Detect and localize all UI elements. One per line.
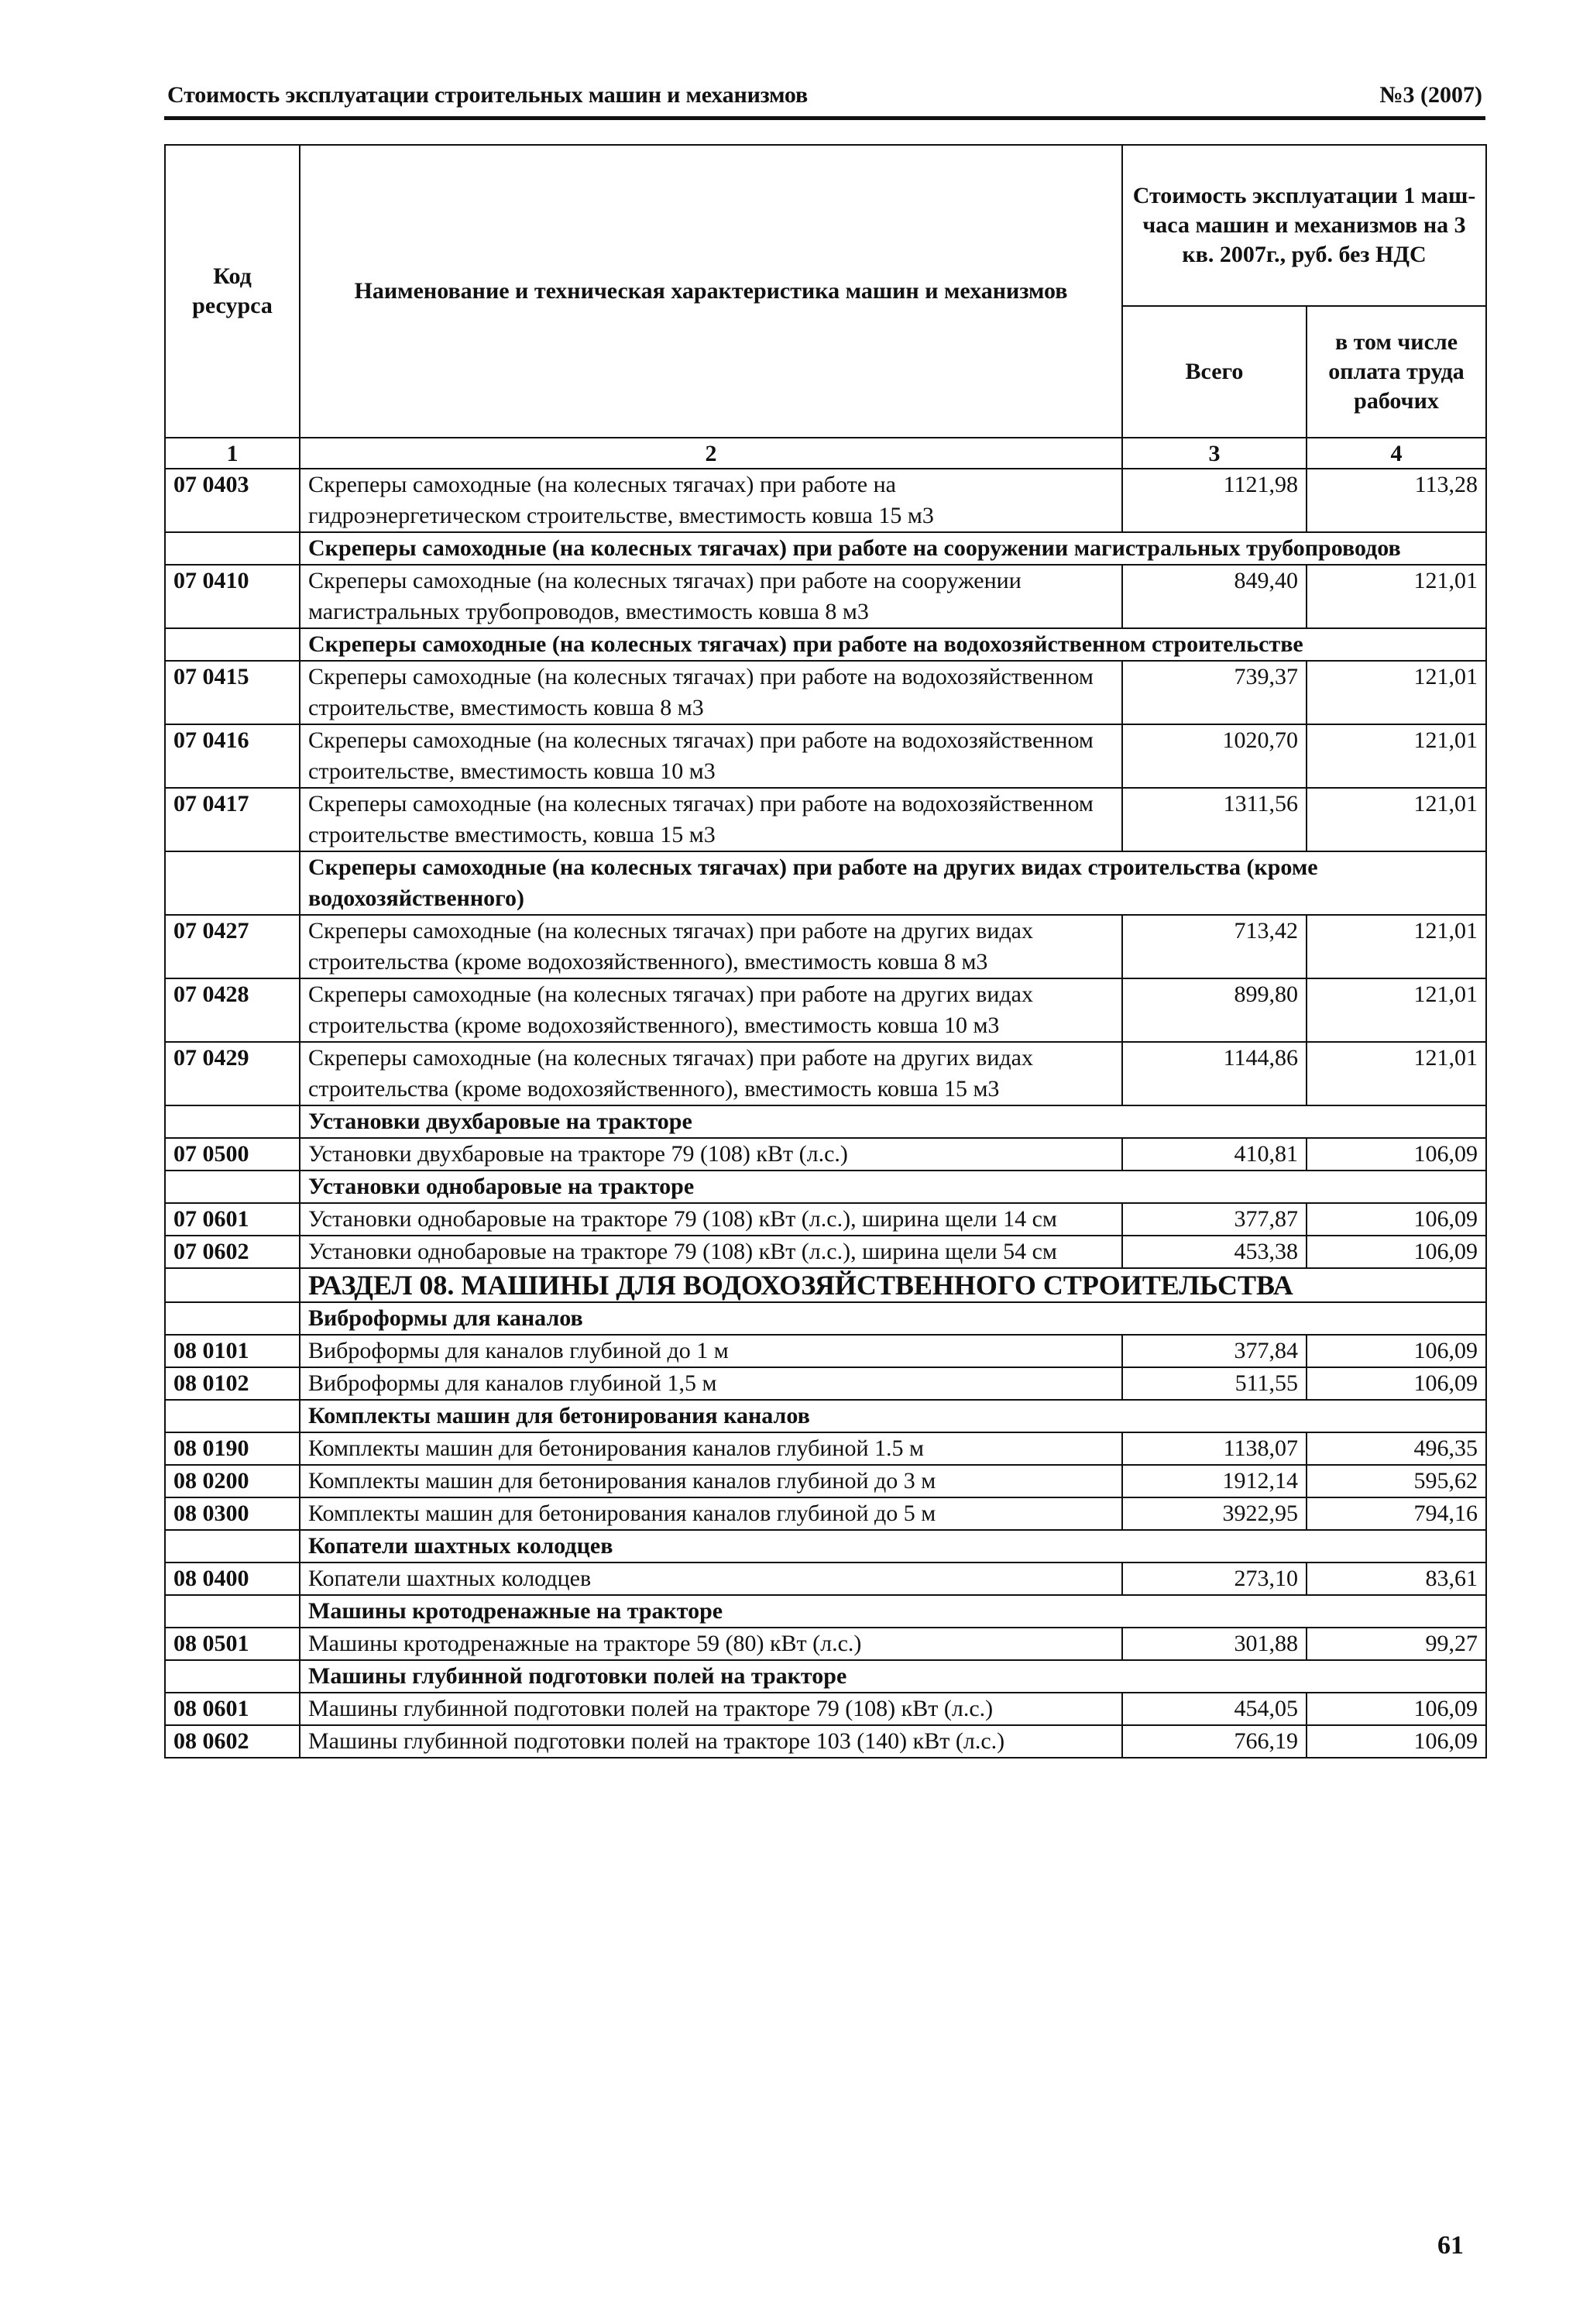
table-row <box>165 661 1486 724</box>
machine-name: Комплекты машин для бетонирования каналов глубиной до 3 м <box>300 1465 1122 1497</box>
cost-table <box>164 144 1487 1758</box>
resource-code: 07 0601 <box>165 1203 300 1236</box>
resource-code: 07 0429 <box>165 1042 300 1105</box>
resource-code: 08 0200 <box>165 1465 300 1497</box>
total-cost: 453,38 <box>1122 1236 1307 1268</box>
page-header-title: Стоимость эксплуатации строительных машин и механизмов <box>167 82 808 108</box>
total-cost: 377,84 <box>1122 1335 1307 1367</box>
worker-wage: 121,01 <box>1307 978 1486 1042</box>
group-row <box>165 628 1486 661</box>
table-row <box>165 565 1486 628</box>
issue-number: №3 (2007) <box>1379 82 1482 108</box>
empty-code-cell <box>165 1595 300 1628</box>
worker-wage: 121,01 <box>1307 565 1486 628</box>
total-cost: 1311,56 <box>1122 788 1307 851</box>
worker-wage: 106,09 <box>1307 1693 1486 1725</box>
group-title: Комплекты машин для бетонирования каналов <box>300 1400 1486 1432</box>
resource-code: 08 0601 <box>165 1693 300 1725</box>
total-cost: 511,55 <box>1122 1367 1307 1400</box>
group-title: Виброформы для каналов <box>300 1302 1486 1335</box>
total-cost: 301,88 <box>1122 1628 1307 1660</box>
machine-name: Скреперы самоходные (на колесных тягачах) при работе на водохозяйственном строительстве вместимость, ковша 15 м3 <box>300 788 1122 851</box>
resource-code: 07 0415 <box>165 661 300 724</box>
group-title: Скреперы самоходные (на колесных тягачах) при работе на водохозяйственном строительстве <box>300 628 1486 661</box>
resource-code: 08 0300 <box>165 1497 300 1530</box>
group-row <box>165 1660 1486 1693</box>
worker-wage: 106,09 <box>1307 1367 1486 1400</box>
empty-code-cell <box>165 1660 300 1693</box>
empty-code-cell <box>165 628 300 661</box>
header-worker-wages: в том числе оплата труда рабочих <box>1307 306 1486 438</box>
table-row <box>165 1693 1486 1725</box>
resource-code: 07 0416 <box>165 724 300 788</box>
machine-name: Установки двухбаровые на тракторе 79 (108) кВт (л.с.) <box>300 1138 1122 1171</box>
resource-code: 08 0102 <box>165 1367 300 1400</box>
empty-code-cell <box>165 1105 300 1138</box>
resource-code: 07 0500 <box>165 1138 300 1171</box>
resource-code: 08 0501 <box>165 1628 300 1660</box>
worker-wage: 121,01 <box>1307 724 1486 788</box>
empty-code-cell <box>165 1171 300 1203</box>
worker-wage: 496,35 <box>1307 1432 1486 1465</box>
page-number: 61 <box>1437 2231 1464 2260</box>
empty-code-cell <box>165 532 300 565</box>
resource-code: 07 0602 <box>165 1236 300 1268</box>
total-cost: 849,40 <box>1122 565 1307 628</box>
column-numbers-row <box>165 438 1486 469</box>
machine-name: Скреперы самоходные (на колесных тягачах) при работе на других видах строительства (кроме водохозяйственного), вместимость ковша 15 м3 <box>300 1042 1122 1105</box>
machine-name: Скреперы самоходные (на колесных тягачах) при работе на водохозяйственном строительстве, вместимость ковша 10 м3 <box>300 724 1122 788</box>
total-cost: 410,81 <box>1122 1138 1307 1171</box>
worker-wage: 106,09 <box>1307 1335 1486 1367</box>
group-row <box>165 532 1486 565</box>
table-body <box>165 469 1486 1758</box>
worker-wage: 106,09 <box>1307 1725 1486 1758</box>
table-row <box>165 1725 1486 1758</box>
worker-wage: 121,01 <box>1307 661 1486 724</box>
resource-code: 07 0403 <box>165 469 300 532</box>
machine-name: Виброформы для каналов глубиной 1,5 м <box>300 1367 1122 1400</box>
resource-code: 07 0410 <box>165 565 300 628</box>
table-row <box>165 1628 1486 1660</box>
empty-code-cell <box>165 1302 300 1335</box>
empty-code-cell <box>165 1400 300 1432</box>
table-row <box>165 1497 1486 1530</box>
worker-wage: 794,16 <box>1307 1497 1486 1530</box>
table-row <box>165 1236 1486 1268</box>
worker-wage: 121,01 <box>1307 788 1486 851</box>
machine-name: Скреперы самоходные (на колесных тягачах) при работе на других видах строительства (кроме водохозяйственного), вместимость ковша 10 м3 <box>300 978 1122 1042</box>
header-resource-code: Код ресурса <box>165 145 300 438</box>
worker-wage: 83,61 <box>1307 1563 1486 1595</box>
page-header <box>164 81 1485 120</box>
total-cost: 273,10 <box>1122 1563 1307 1595</box>
machine-name: Виброформы для каналов глубиной до 1 м <box>300 1335 1122 1367</box>
total-cost: 713,42 <box>1122 915 1307 978</box>
total-cost: 1912,14 <box>1122 1465 1307 1497</box>
table-row <box>165 915 1486 978</box>
resource-code: 08 0400 <box>165 1563 300 1595</box>
header-operating-cost: Стоимость эксплуатации 1 маш-часа машин и механизмов на 3 кв. 2007г., руб. без НДС <box>1122 145 1486 306</box>
total-cost: 377,87 <box>1122 1203 1307 1236</box>
group-row <box>165 1530 1486 1563</box>
machine-name: Скреперы самоходные (на колесных тягачах) при работе на других видах строительства (кроме водохозяйственного), вместимость ковша 8 м3 <box>300 915 1122 978</box>
table-row <box>165 978 1486 1042</box>
resource-code: 07 0428 <box>165 978 300 1042</box>
group-title: Установки двухбаровые на тракторе <box>300 1105 1486 1138</box>
resource-code: 08 0190 <box>165 1432 300 1465</box>
group-title: Установки однобаровые на тракторе <box>300 1171 1486 1203</box>
table-row <box>165 1042 1486 1105</box>
group-row <box>165 1171 1486 1203</box>
machine-name: Комплекты машин для бетонирования каналов глубиной 1.5 м <box>300 1432 1122 1465</box>
total-cost: 1121,98 <box>1122 469 1307 532</box>
total-cost: 1144,86 <box>1122 1042 1307 1105</box>
header-machine-name: Наименование и техническая характеристика машин и механизмов <box>300 145 1122 438</box>
column-number: 3 <box>1122 438 1307 469</box>
machine-name: Скреперы самоходные (на колесных тягачах) при работе на гидроэнергетическом строительстве, вместимость ковша 15 м3 <box>300 469 1122 532</box>
resource-code: 07 0427 <box>165 915 300 978</box>
group-title: Машины кротодренажные на тракторе <box>300 1595 1486 1628</box>
worker-wage: 113,28 <box>1307 469 1486 532</box>
column-number: 2 <box>300 438 1122 469</box>
table-row <box>165 1367 1486 1400</box>
machine-name: Машины глубинной подготовки полей на тракторе 103 (140) кВт (л.с.) <box>300 1725 1122 1758</box>
table-row <box>165 1138 1486 1171</box>
worker-wage: 106,09 <box>1307 1138 1486 1171</box>
table-row <box>165 724 1486 788</box>
group-title: Скреперы самоходные (на колесных тягачах) при работе на сооружении магистральных трубопроводов <box>300 532 1486 565</box>
header-total: Всего <box>1122 306 1307 438</box>
machine-name: Машины кротодренажные на тракторе 59 (80) кВт (л.с.) <box>300 1628 1122 1660</box>
column-number: 4 <box>1307 438 1486 469</box>
worker-wage: 121,01 <box>1307 915 1486 978</box>
table-row <box>165 469 1486 532</box>
table-row <box>165 788 1486 851</box>
total-cost: 766,19 <box>1122 1725 1307 1758</box>
group-title: Копатели шахтных колодцев <box>300 1530 1486 1563</box>
machine-name: Машины глубинной подготовки полей на тракторе 79 (108) кВт (л.с.) <box>300 1693 1122 1725</box>
section-row <box>165 1268 1486 1302</box>
total-cost: 3922,95 <box>1122 1497 1307 1530</box>
machine-name: Копатели шахтных колодцев <box>300 1563 1122 1595</box>
worker-wage: 106,09 <box>1307 1236 1486 1268</box>
worker-wage: 106,09 <box>1307 1203 1486 1236</box>
table-row <box>165 1335 1486 1367</box>
section-title: РАЗДЕЛ 08. МАШИНЫ ДЛЯ ВОДОХОЗЯЙСТВЕННОГО СТРОИТЕЛЬСТВА <box>300 1268 1486 1302</box>
table-row <box>165 1432 1486 1465</box>
total-cost: 1020,70 <box>1122 724 1307 788</box>
total-cost: 899,80 <box>1122 978 1307 1042</box>
worker-wage: 595,62 <box>1307 1465 1486 1497</box>
group-row <box>165 851 1486 915</box>
table-row <box>165 1465 1486 1497</box>
worker-wage: 99,27 <box>1307 1628 1486 1660</box>
resource-code: 08 0101 <box>165 1335 300 1367</box>
table-row <box>165 1203 1486 1236</box>
group-title: Машины глубинной подготовки полей на тракторе <box>300 1660 1486 1693</box>
total-cost: 739,37 <box>1122 661 1307 724</box>
machine-name: Скреперы самоходные (на колесных тягачах) при работе на сооружении магистральных трубопроводов, вместимость ковша 8 м3 <box>300 565 1122 628</box>
machine-name: Установки однобаровые на тракторе 79 (108) кВт (л.с.), ширина щели 14 см <box>300 1203 1122 1236</box>
machine-name: Комплекты машин для бетонирования каналов глубиной до 5 м <box>300 1497 1122 1530</box>
group-title: Скреперы самоходные (на колесных тягачах) при работе на других видах строительства (кроме водохозяйственного) <box>300 851 1486 915</box>
machine-name: Скреперы самоходные (на колесных тягачах) при работе на водохозяйственном строительстве, вместимость ковша 8 м3 <box>300 661 1122 724</box>
total-cost: 454,05 <box>1122 1693 1307 1725</box>
machine-name: Установки однобаровые на тракторе 79 (108) кВт (л.с.), ширина щели 54 см <box>300 1236 1122 1268</box>
total-cost: 1138,07 <box>1122 1432 1307 1465</box>
empty-code-cell <box>165 1268 300 1302</box>
empty-code-cell <box>165 1530 300 1563</box>
column-number: 1 <box>165 438 300 469</box>
empty-code-cell <box>165 851 300 915</box>
group-row <box>165 1302 1486 1335</box>
group-row <box>165 1400 1486 1432</box>
group-row <box>165 1595 1486 1628</box>
resource-code: 07 0417 <box>165 788 300 851</box>
worker-wage: 121,01 <box>1307 1042 1486 1105</box>
group-row <box>165 1105 1486 1138</box>
resource-code: 08 0602 <box>165 1725 300 1758</box>
table-row <box>165 1563 1486 1595</box>
